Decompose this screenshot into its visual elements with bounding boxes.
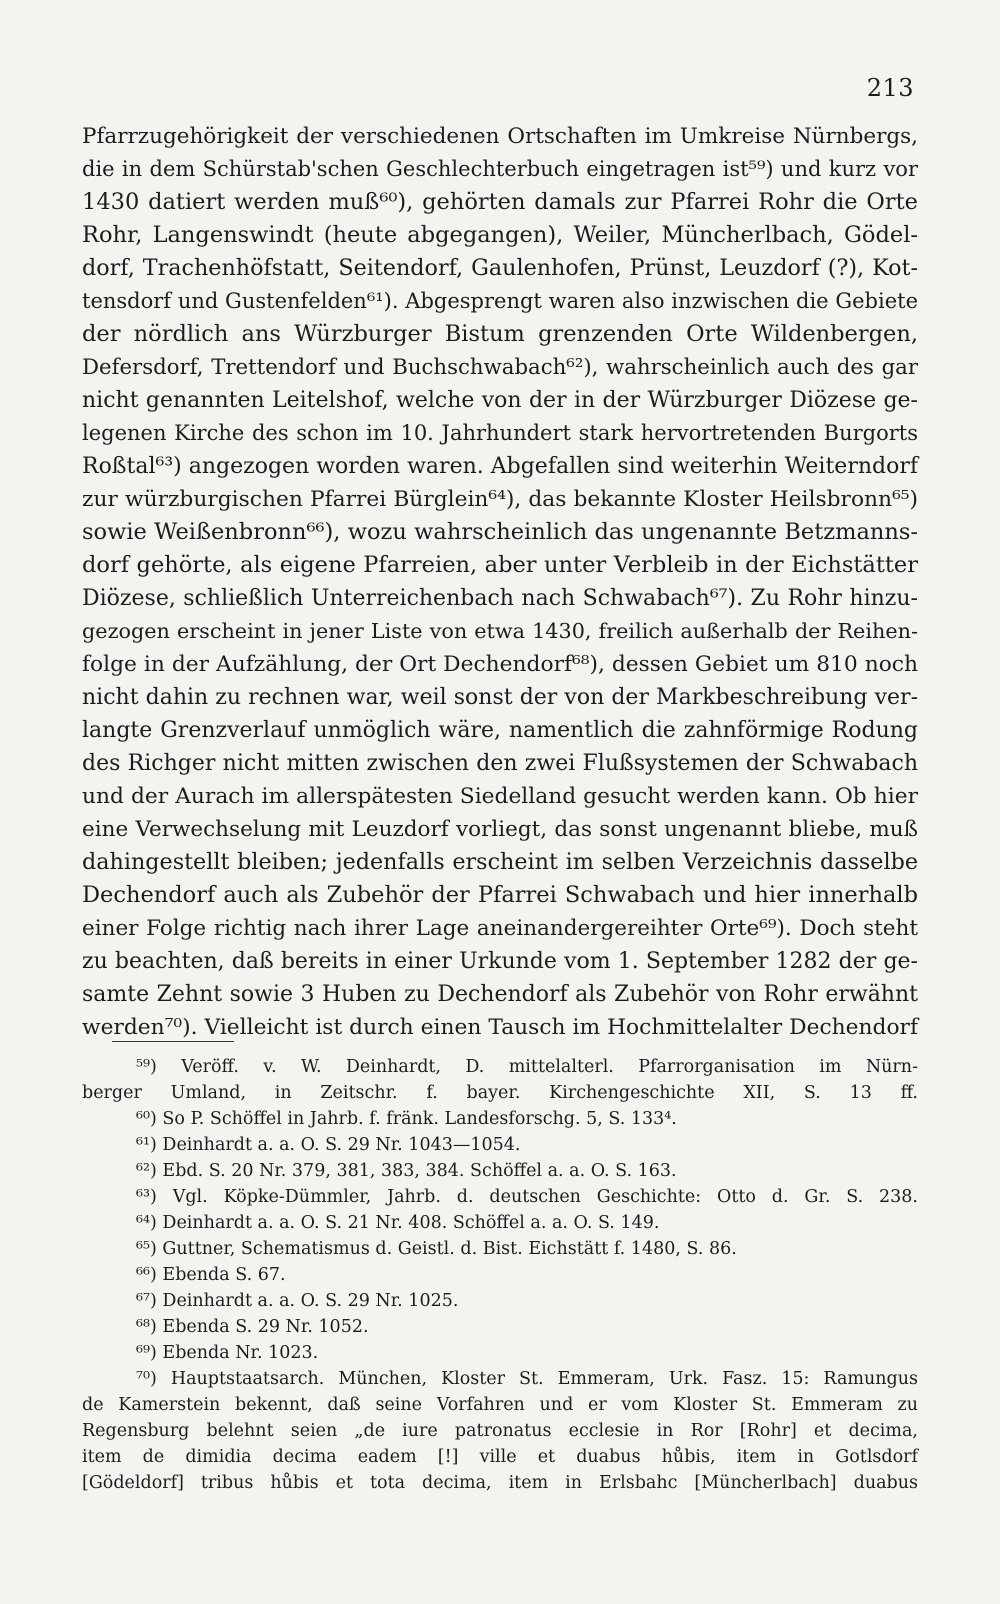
footnotes: [82, 1054, 918, 1496]
text-line: gezogen erscheint in jener Liste von etwa 1430, freilich außerhalb der Reihen-: [82, 619, 918, 643]
text-line: 1430 datiert werden muß⁶⁰), gehörten damals zur Pfarrei Rohr die Orte: [82, 189, 918, 215]
footnote-59-cont: berger Umland, in Zeitschr. f. bayer. Kirchengeschichte XII, S. 13 ff.: [82, 1083, 918, 1103]
text-line: die in dem Schürstab'schen Geschlechterbuch eingetragen ist⁵⁹) und kurz vor: [82, 157, 918, 181]
text-line: dorf gehörte, als eigene Pfarreien, aber unter Verbleib in der Eichstätter: [82, 552, 918, 578]
footnote-70-cont: de Kamerstein bekennt, daß seine Vorfahren und er vom Kloster St. Emmeram zu: [82, 1395, 918, 1415]
text-line: des Richger nicht mitten zwischen den zwei Flußsystemen der Schwabach: [82, 751, 918, 776]
text-line: der nördlich ans Würzburger Bistum grenzenden Orte Wildenbergen,: [82, 321, 918, 347]
text-line: nicht genannten Leitelshof, welche von der in der Würzburger Diözese ge-: [82, 388, 918, 413]
footnote-70-cont: [Gödeldorf] tribus hůbis et tota decima, item in Erlsbahc [Müncherlbach] duabus: [82, 1473, 918, 1493]
text-line: zur würzburgischen Pfarrei Bürglein⁶⁴), das bekannte Kloster Heilsbronn⁶⁵): [82, 487, 918, 512]
footnote-59: ⁵⁹) Veröff. v. W. Deinhardt, D. mittelalterl. Pfarrorganisation im Nürn-: [136, 1057, 918, 1077]
text-line: Dechendorf auch als Zubehör der Pfarrei Schwabach und hier innerhalb: [82, 882, 918, 908]
footnote-separator: [112, 1041, 234, 1042]
footnote-70-cont: item de dimidia decima eadem [!] ville et duabus hůbis, item in Gotlsdorf: [82, 1447, 918, 1467]
text-line: legenen Kirche des schon im 10. Jahrhundert stark hervortretenden Burgorts: [82, 421, 918, 445]
footnote-65: ⁶⁵) Guttner, Schematismus d. Geistl. d. Bist. Eichstätt f. 1480, S. 86.: [136, 1239, 737, 1259]
text-line: Roßtal⁶³) angezogen worden waren. Abgefallen sind weiterhin Weiterndorf: [82, 454, 918, 479]
text-line: zu beachten, daß bereits in einer Urkunde vom 1. September 1282 der ge-: [82, 949, 918, 974]
text-line: dorf, Trachenhöfstatt, Seitendorf, Gaulenhofen, Prünst, Leuzdorf (?), Kot-: [82, 255, 918, 281]
text-line: eine Verwechselung mit Leuzdorf vorliegt, das sonst ungenannt bliebe, muß: [82, 817, 918, 842]
text-line: einer Folge richtig nach ihrer Lage aneinandergereihter Orte⁶⁹). Doch steht: [82, 916, 918, 941]
footnote-64: ⁶⁴) Deinhardt a. a. O. S. 21 Nr. 408. Schöffel a. a. O. S. 149.: [136, 1213, 660, 1233]
footnote-60: ⁶⁰) So P. Schöffel in Jahrb. f. fränk. Landesforschg. 5, S. 133⁴.: [136, 1109, 677, 1129]
footnote-66: ⁶⁶) Ebenda S. 67.: [136, 1265, 286, 1285]
footnote-67: ⁶⁷) Deinhardt a. a. O. S. 29 Nr. 1025.: [136, 1291, 459, 1311]
text-line: tensdorf und Gustenfelden⁶¹). Abgesprengt waren also inzwischen die Gebiete: [82, 289, 918, 313]
text-line: langte Grenzverlauf unmöglich wäre, namentlich die zahnförmige Rodung: [82, 718, 918, 743]
text-line: Defersdorf, Trettendorf und Buchschwabach⁶²), wahrscheinlich auch des gar: [82, 355, 918, 380]
text-line: Pfarrzugehörigkeit der verschiedenen Ortschaften im Umkreise Nürnbergs,: [82, 124, 918, 149]
footnote-69: ⁶⁹) Ebenda Nr. 1023.: [136, 1343, 319, 1363]
footnote-70-cont: Regensburg belehnt seien „de iure patronatus ecclesie in Ror [Rohr] et decima,: [82, 1421, 918, 1441]
text-line: Diözese, schließlich Unterreichenbach nach Schwabach⁶⁷). Zu Rohr hinzu-: [82, 586, 918, 611]
text-line: sowie Weißenbronn⁶⁶), wozu wahrscheinlich das ungenannte Betzmanns-: [82, 519, 918, 545]
footnote-61: ⁶¹) Deinhardt a. a. O. S. 29 Nr. 1043—1054.: [136, 1135, 521, 1155]
text-line: werden⁷⁰). Vielleicht ist durch einen Tausch im Hochmittelalter Dechendorf: [82, 1015, 918, 1040]
page-number: 213: [866, 74, 914, 102]
text-line: dahingestellt bleiben; jedenfalls erscheint im selben Verzeichnis dasselbe: [82, 849, 918, 875]
text-line: folge in der Aufzählung, der Ort Dechendorf⁶⁸), dessen Gebiet um 810 noch: [82, 652, 918, 677]
text-line: und der Aurach im allerspätesten Siedelland gesucht werden kann. Ob hier: [82, 784, 918, 809]
text-line: Rohr, Langenswindt (heute abgegangen), Weiler, Müncherlbach, Gödel-: [82, 222, 918, 248]
footnote-68: ⁶⁸) Ebenda S. 29 Nr. 1052.: [136, 1317, 369, 1337]
footnote-62: ⁶²) Ebd. S. 20 Nr. 379, 381, 383, 384. Schöffel a. a. O. S. 163.: [136, 1161, 677, 1181]
footnote-70: ⁷⁰) Hauptstaatsarch. München, Kloster St. Emmeram, Urk. Fasz. 15: Ramungus: [136, 1369, 918, 1389]
text-line: samte Zehnt sowie 3 Huben zu Dechendorf als Zubehör von Rohr erwähnt: [82, 982, 918, 1007]
footnote-63: ⁶³) Vgl. Köpke-Dümmler, Jahrb. d. deutschen Geschichte: Otto d. Gr. S. 238.: [136, 1187, 918, 1207]
text-line: nicht dahin zu rechnen war, weil sonst der von der Markbeschreibung ver-: [82, 685, 918, 710]
body-text: [82, 120, 918, 1044]
